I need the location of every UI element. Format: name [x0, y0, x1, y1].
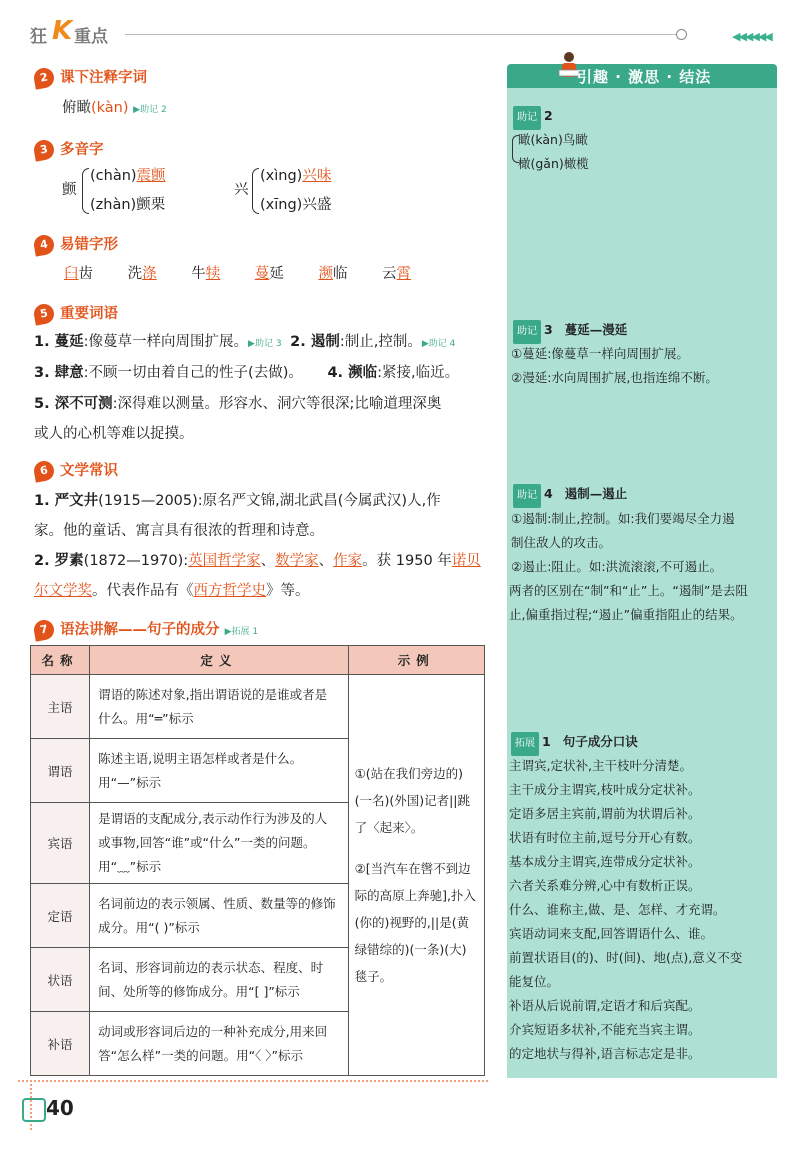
word: 蔓延	[254, 266, 284, 282]
note-2-line-1: 瞰(kàn)鸟瞰	[518, 132, 588, 147]
rhyme-line: 六者关系难分辨,心中有数析正误。	[509, 878, 701, 893]
section-2-heading: 2 课下注释字词	[34, 66, 147, 88]
note-4-line-3: ②遏止:阻止。如:洪流滚滚,不可遏止。	[511, 559, 723, 574]
maple-leaf-icon: 4	[32, 233, 55, 256]
rhyme-line: 定语多居主宾前,谓前为状谓后补。	[509, 806, 701, 821]
example-1: ①(站在我们旁边的)(一名)(外国)记者||跳了〈起来〉。	[354, 766, 470, 835]
note-4-line-4: 两者的区别在“制”和“止”上。“遏制”是去阻	[509, 583, 748, 598]
section-7-heading: 7 语法讲解——句子的成分 ▶拓展 1	[34, 618, 258, 640]
table-header-row	[31, 646, 485, 675]
polyphone-char-1: 颤	[62, 182, 77, 198]
polyphone-1-line-2: (zhàn)颤栗	[90, 197, 166, 213]
header-name: 名称	[31, 646, 90, 675]
section-3-heading: 3 多音字	[34, 138, 104, 160]
rhyme-line: 前置状语目(的)、时(间)、地(点),意义不变	[509, 950, 743, 965]
note-extension-1: 拓展 1 句子成分口诀	[511, 730, 638, 756]
table-row: 补语 动词或形容词后边的一种补充成分,用来回答“怎么样”一类的问题。用“〈 〉”标示	[31, 1012, 485, 1076]
literature-row-2: 家。他的童话、寓言具有很浓的哲理和诗意。	[34, 523, 324, 539]
literature-row-3: 2. 罗素(1872—1970):英国哲学家、数学家、作家。获 1950 年诺贝	[34, 553, 481, 569]
note-4-line-2: 制住敌人的攻击。	[511, 535, 612, 550]
rhyme-line: 主谓宾,定状补,主干枝叶分清楚。	[509, 758, 692, 773]
polyphone-2-line-2: (xīng)兴盛	[260, 197, 332, 213]
word: 臼齿	[64, 266, 93, 282]
page-number: 40	[22, 1094, 72, 1122]
rhyme-line: 基本成分主谓宾,连带成分定状补。	[509, 854, 701, 869]
brace-icon	[512, 135, 519, 163]
brand-logo: 狂 K 重点	[30, 16, 108, 47]
literature-row-1: 1. 严文井(1915—2005):原名严文锦,湖北武昌(今属武汉)人,作	[34, 493, 441, 509]
polyphone-1-line-1: (chàn)震颤	[90, 168, 166, 184]
note-mnemonic-3: 助记 3 蔓延—漫延	[513, 318, 627, 344]
rhyme-line: 什么、谁称主,做、是、怎样、才充谓。	[509, 902, 726, 917]
leaf-icon	[22, 1098, 46, 1122]
rhyme-list	[509, 754, 771, 1066]
table-row: 宾语 是谓语的支配成分,表示动作行为涉及的人或事物,回答“谁”或“什么”一类的问题。用“﹏”标示	[31, 803, 485, 884]
word: 牛犊	[191, 266, 221, 282]
note-3-line-2: ②漫延:水向周围扩展,也指连绵不断。	[511, 370, 718, 385]
rhyme-line: 状语有时位主前,逗号分开心有数。	[509, 830, 701, 845]
rhyme-line: 主干成分主谓宾,枝叶成分定状补。	[509, 782, 701, 797]
word: 云霄	[382, 266, 412, 282]
table-row: 状语 名词、形容词前边的表示状态、程度、时间、处所等的修饰成分。用“[ ]”标示	[31, 948, 485, 1012]
brace-icon	[82, 168, 89, 214]
note-mnemonic-2: 助记 2	[513, 104, 553, 130]
rhyme-line: 补语从后说前谓,定语才和后宾配。	[509, 998, 701, 1013]
word: 洗涤	[127, 266, 157, 282]
polyphone-2-line-1: (xìng)兴味	[260, 168, 332, 184]
note-4-line-1: ①遏制:制止,控制。如:我们要竭尽全力遏	[511, 511, 735, 526]
section-4-heading: 4 易错字形	[34, 233, 118, 255]
maple-leaf-icon: 6	[32, 459, 55, 482]
maple-leaf-icon: 5	[32, 302, 55, 325]
vocab-row-2: 3. 肆意:不顾一切由着自己的性子(去做)。 4. 濒临:紧接,临近。	[34, 365, 460, 381]
rhyme-line: 能复位。	[509, 974, 560, 989]
section-2-word: 俯瞰(kàn) ▶助记 2	[62, 100, 167, 116]
sentence-component-table	[30, 645, 485, 1076]
example-cell	[348, 675, 484, 1076]
literature-row-4: 尔文学奖。代表作品有《西方哲学史》等。	[34, 583, 310, 599]
word: 濒临	[318, 266, 348, 282]
maple-leaf-icon: 2	[32, 66, 55, 89]
note-3-line-1: ①蔓延:像蔓草一样向周围扩展。	[511, 346, 689, 361]
vocab-row-1: 1. 蔓延:像蔓草一样向周围扩展。▶助记 3 2. 遏制:制止,控制。▶助记 4	[34, 334, 456, 350]
note-4-line-5: 止,偏重指过程;“遏止”偏重指阻止的结果。	[509, 607, 743, 622]
polyphone-char-2: 兴	[234, 182, 249, 198]
section-5-heading: 5 重要词语	[34, 302, 118, 324]
rhyme-line: 宾语动词来支配,回答谓语什么、谁。	[509, 926, 713, 941]
side-panel-title: 引趣 · 激思 · 结法	[577, 68, 712, 86]
rhyme-line: 的定地状与得补,语言标志定是非。	[509, 1046, 701, 1061]
maple-leaf-icon: 7	[32, 618, 55, 641]
footer-rule	[18, 1080, 488, 1082]
header-dot	[676, 29, 687, 40]
side-panel-header	[507, 64, 777, 88]
error-prone-words	[64, 261, 484, 287]
header-rule	[125, 34, 680, 35]
table-row: 定语 名词前边的表示领属、性质、数量等的修饰成分。用“( )”标示	[31, 884, 485, 948]
header-example: 示例	[348, 646, 484, 675]
header-definition: 定义	[90, 646, 348, 675]
maple-leaf-icon: 3	[32, 138, 55, 161]
header-arrows-icon: ◀◀◀◀◀◀	[732, 30, 771, 43]
vocab-row-4: 或人的心机等难以捉摸。	[34, 426, 194, 442]
rhyme-line: 介宾短语多状补,不能充当宾主谓。	[509, 1022, 701, 1037]
section-6-heading: 6 文学常识	[34, 459, 118, 481]
brace-icon	[252, 168, 259, 214]
note-mnemonic-4: 助记 4 遏制—遏止	[513, 482, 627, 508]
example-2: ②[当汽车在辔不到边际的高原上奔驰],扑入(你的)视野的,||是(黄绿错综的)(一条)(大)毯子。	[354, 861, 476, 984]
table-row: 主语 谓语的陈述对象,指出谓语说的是谁或者是什么。用“═”标示 ①(站在我们旁边的)(一名)(外国)记者||跳了〈起来〉。 ②[当汽车在辔不到边际的高原上奔驰],扑入(你的)视野的,||是(黄绿错综的)(一条)(大)毯子。	[31, 675, 485, 739]
vocab-row-3: 5. 深不可测:深得难以测量。形容水、洞穴等很深;比喻道理深奥	[34, 396, 442, 412]
table-row: 谓语 陈述主语,说明主语怎样或者是什么。用“—”标示	[31, 739, 485, 803]
note-2-line-2: 橄(gǎn)橄榄	[518, 156, 589, 171]
